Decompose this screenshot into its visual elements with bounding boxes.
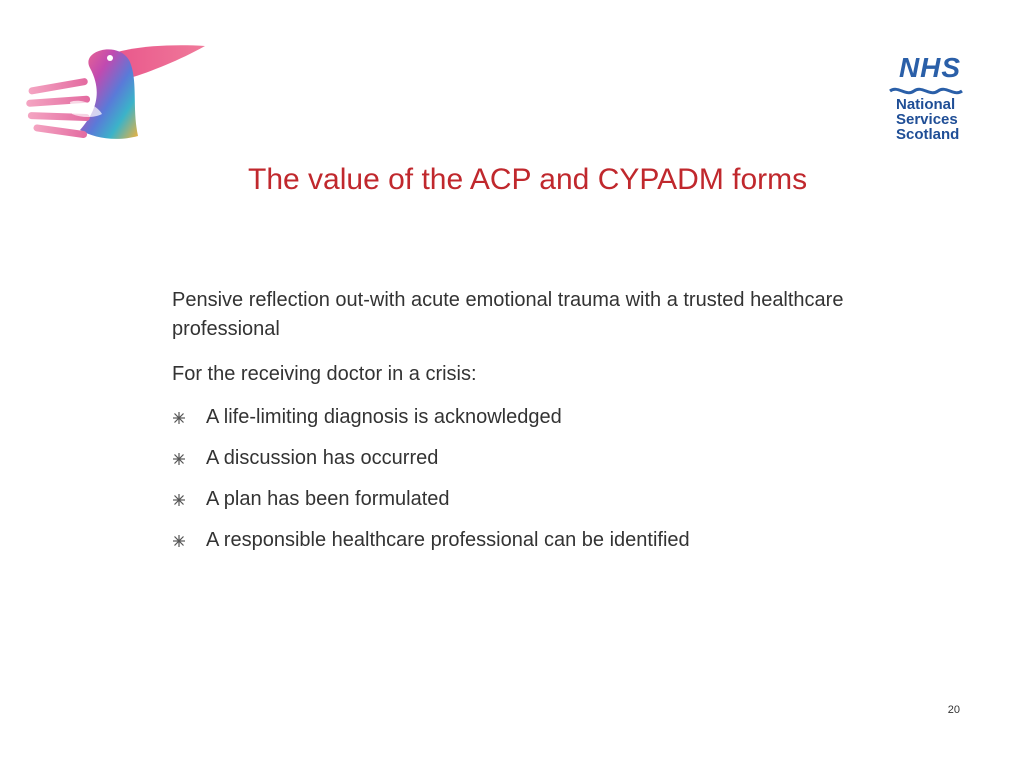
asterisk-bullet-icon [172,534,186,548]
nhs-line-national: National [896,96,956,113]
nhs-line-scotland: Scotland [896,126,960,143]
slide-body [172,286,892,567]
nhs-wordmark-text: NHS [898,52,962,83]
bullet-item [172,485,892,514]
paragraph-reflection: Pensive reflection out-with acute emotional trauma with a trusted healthcare professional [172,289,844,340]
bullet-text: A responsible healthcare professional can be identified [206,529,690,551]
bullet-item [172,444,892,473]
bullet-text: A plan has been formulated [206,488,450,510]
bullet-text: A life-limiting diagnosis is acknowledged [206,406,562,428]
nhs-wordmark [890,52,966,84]
bullet-item [172,403,892,432]
bullet-list [172,403,892,555]
nhs-logo-icon [884,50,974,145]
paragraph-crisis-heading: For the receiving doctor in a crisis: [172,363,477,385]
bullet-item [172,526,892,555]
page-number: 20 [947,704,960,716]
bullet-text: A discussion has occurred [206,447,439,469]
pelican-hands-icon [20,38,210,148]
asterisk-bullet-icon [172,452,186,466]
slide-title: The value of the ACP and CYPADM forms [248,163,808,196]
asterisk-bullet-icon [172,411,186,425]
asterisk-bullet-icon [172,493,186,507]
nhs-line-services: Services [896,111,958,128]
